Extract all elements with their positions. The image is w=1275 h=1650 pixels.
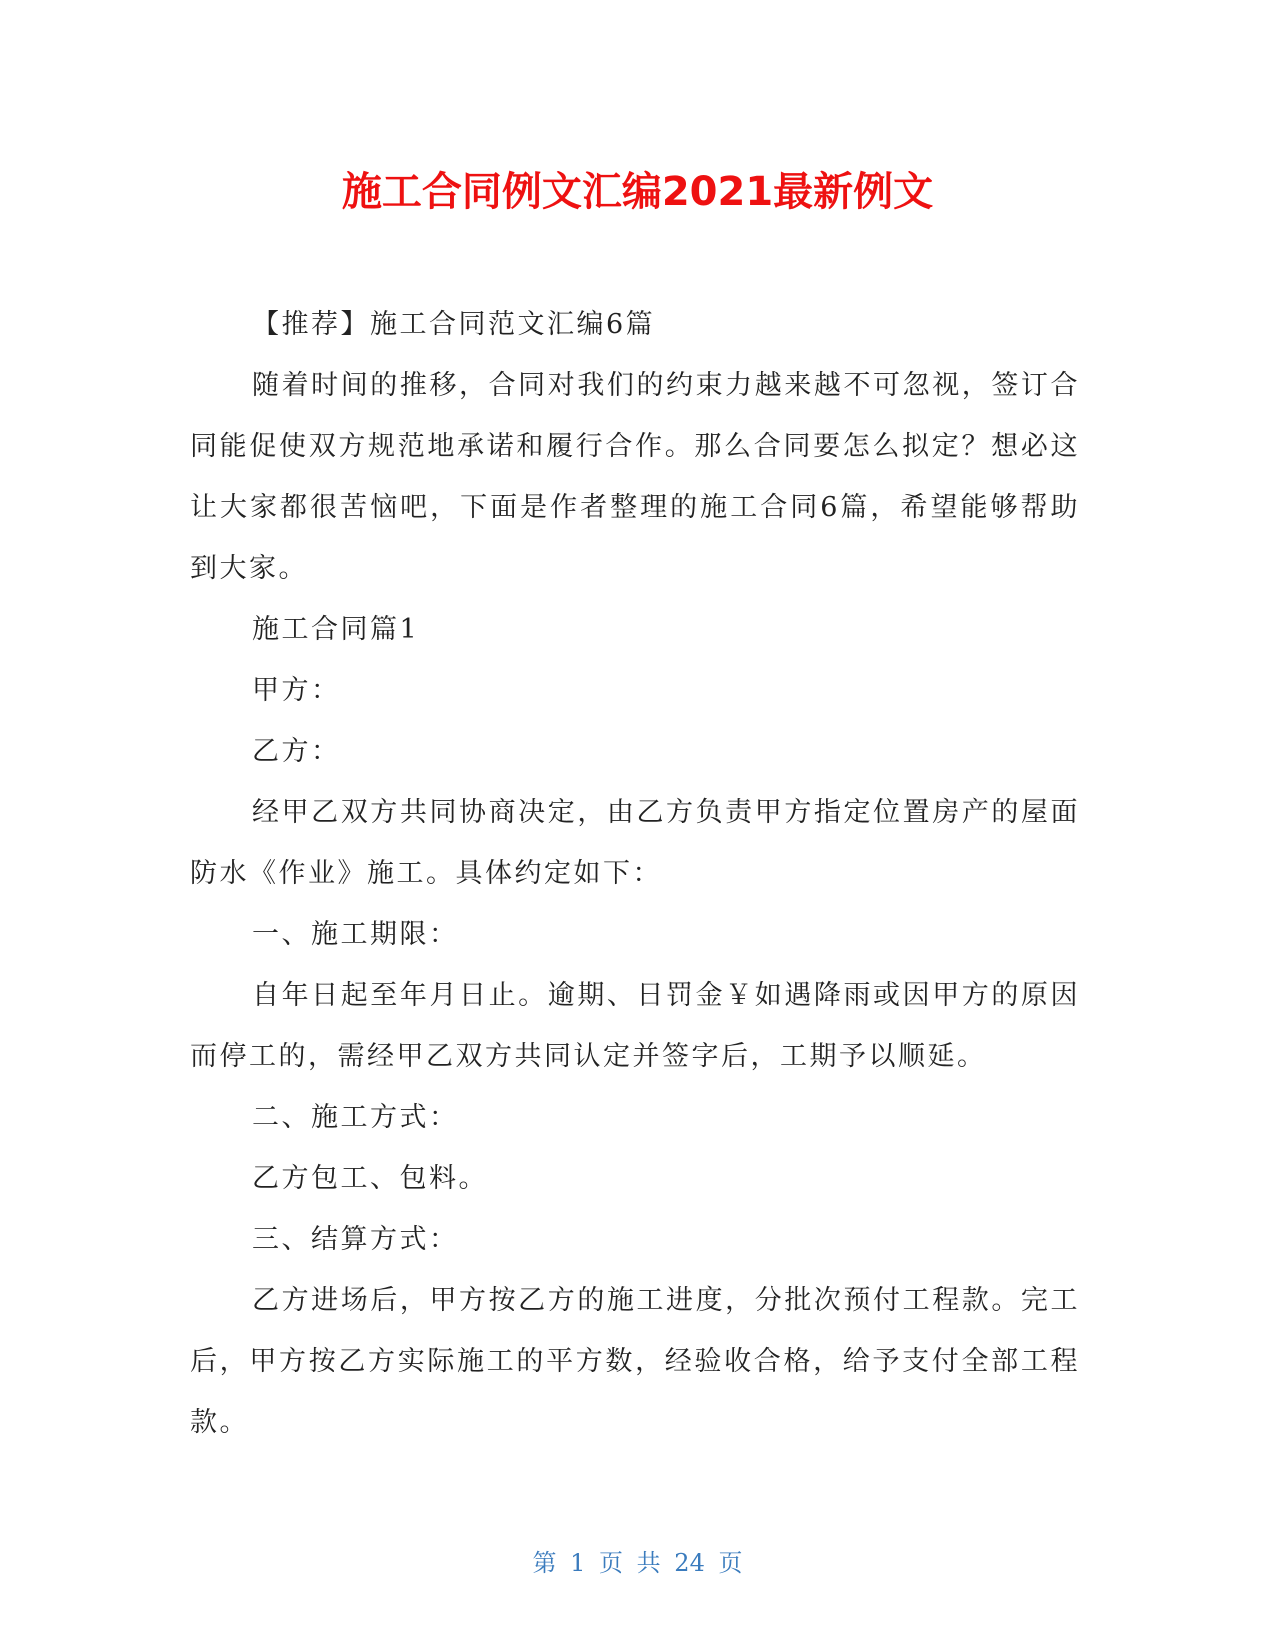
paragraph-period: 自年日起至年月日止。逾期、日罚金￥如遇降雨或因甲方的原因而停工的，需经甲乙双方共同认定并签字后，工期予以顺延。 <box>190 980 1080 1072</box>
party-a-line: 甲方： <box>252 675 341 706</box>
paragraph-agreement: 经甲乙双方共同协商决定，由乙方负责甲方指定位置房产的屋面防水《作业》施工。具体约定如下： <box>190 797 1080 889</box>
clause-heading-settlement: 三、结算方式： <box>252 1224 459 1255</box>
document-title: 施工合同例文汇编2021最新例文 <box>341 169 934 215</box>
section-heading-contract-1: 施工合同篇1 <box>252 614 420 645</box>
party-b-line: 乙方： <box>252 736 341 767</box>
clause-heading-method: 二、施工方式： <box>252 1102 459 1133</box>
paragraph-recommendation: 【推荐】施工合同范文汇编6篇 <box>252 309 656 340</box>
paragraph-intro: 随着时间的推移，合同对我们的约束力越来越不可忽视，签订合同能促使双方规范地承诺和履行合作。那么合同要怎么拟定？想必这让大家都很苦恼吧，下面是作者整理的施工合同6篇，希望能够帮助到大家。 <box>190 370 1080 584</box>
paragraph-method: 乙方包工、包料。 <box>252 1163 488 1194</box>
clause-heading-period: 一、施工期限： <box>252 919 459 950</box>
paragraph-settlement: 乙方进场后，甲方按乙方的施工进度，分批次预付工程款。完工后，甲方按乙方实际施工的平方数，经验收合格，给予支付全部工程款。 <box>190 1285 1080 1438</box>
document-body <box>190 294 1080 1453</box>
page-number-footer: 第 1 页 共 24 页 <box>532 1549 743 1577</box>
